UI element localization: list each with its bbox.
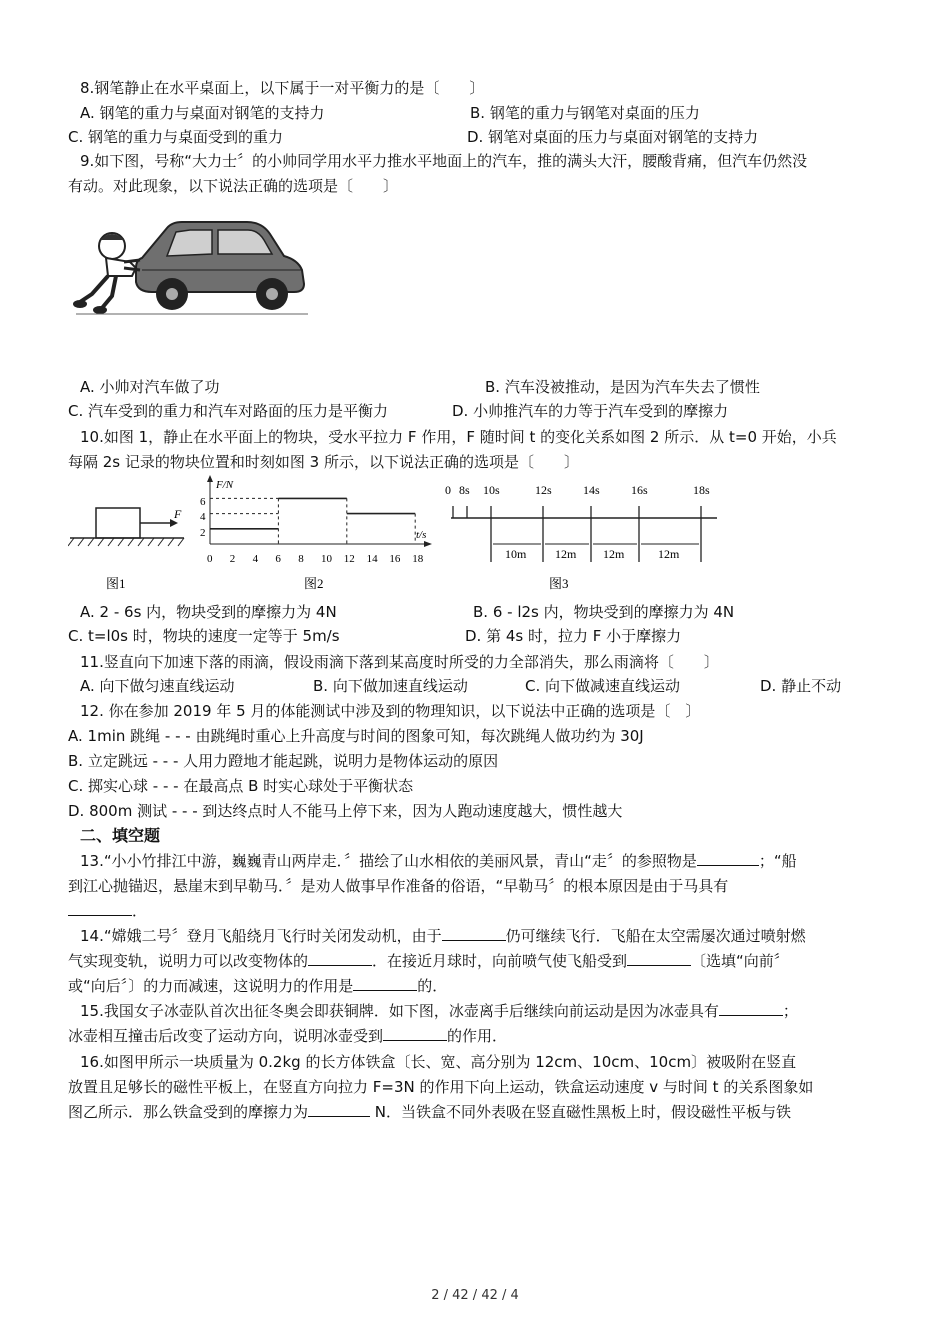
q14-text: 14.“嫦娥二号〞登月飞船绕月飞行时关闭发动机，由于 <box>80 927 442 945</box>
fig3-time-label: 14s <box>583 483 600 497</box>
q15-text: 的作用． <box>447 1027 508 1045</box>
fig3-time-label: 16s <box>631 483 648 497</box>
fig1-force-label: F <box>174 507 182 521</box>
q12-option-c: C. 掷实心球 - - - 在最高点 B 时实心球处于平衡状态 <box>68 777 414 795</box>
q14-text: 仍可继续飞行．飞船在太空需屡次通过喷射燃 <box>505 927 806 945</box>
q10-stem-line2: 每隔 2s 记录的物块位置和时刻如图 3 所示，以下说法正确的选项是〔 〕 <box>68 453 579 471</box>
q16-line3 <box>68 1102 791 1122</box>
section-heading: 二、填空题 <box>80 826 161 845</box>
q12-option-b: B. 立定跳远 - - - 人用力蹬地才能起跳，说明力是物体运动的原因 <box>68 752 499 770</box>
q8-option-b: B. 钢笔的重力与钢笔对桌面的压力 <box>470 104 700 122</box>
fig2-xtick: 14 <box>366 553 378 565</box>
q14-text: ．在接近月球时，向前喷气使飞船受到 <box>372 952 628 970</box>
q11-stem: 11.竖直向下加速下落的雨滴，假设雨滴下落到某高度时所受的力全部消失，那么雨滴将〔 〕 <box>80 653 719 671</box>
fig2-xtick: 16 <box>389 553 401 565</box>
fig2-ytick: 6 <box>200 496 206 508</box>
fig3-caption: 图3 <box>549 576 569 591</box>
fig1-block <box>96 508 140 538</box>
q16-line2: 放置且足够长的磁性平板上，在竖直方向拉力 F=3N 的作用下向上运动，铁盒运动速度 v 与时间 t 的关系图象如 <box>68 1078 814 1096</box>
q14-blank-3[interactable] <box>627 951 691 966</box>
q10-option-c: C. t=l0s 时，物块的速度一定等于 5m/s <box>68 627 340 645</box>
q9-option-c: C. 汽车受到的重力和汽车对路面的压力是平衡力 <box>68 402 389 420</box>
q14-text: 的． <box>417 977 448 995</box>
q15-text: 15.我国女子冰壶队首次出征冬奥会即获铜牌．如下图，冰壶离手后继续向前运动是因为冰壶具有 <box>80 1002 719 1020</box>
fig1-caption: 图1 <box>106 576 126 591</box>
q8-stem: 8.钢笔静止在水平桌面上，以下属于一对平衡力的是〔 〕 <box>80 79 485 97</box>
fig2-x-label: t/s <box>416 529 427 541</box>
q13-line1 <box>80 851 797 871</box>
q13-text: ；“船 <box>758 852 797 870</box>
q9-stem-line1: 9.如下图，号称“大力士〞的小帅同学用水平力推水平地面上的汽车，推的满头大汗，腰酸背痛，但汽车仍然没 <box>80 152 808 170</box>
q14-blank-1[interactable] <box>442 926 506 941</box>
q11-option-a: A. 向下做匀速直线运动 <box>80 677 235 695</box>
q11-option-b: B. 向下做加速直线运动 <box>313 677 468 695</box>
q14-line3 <box>68 976 447 996</box>
q10-option-a: A. 2 - 6s 内，物块受到的摩擦力为 4N <box>80 603 337 621</box>
q13-text: 13.“小小竹排江中游，巍巍青山两岸走．〞描绘了山水相依的美丽风景，青山“走〞的参照物是 <box>80 852 697 870</box>
fig2-xtick: 8 <box>298 553 304 565</box>
q13-blank-1[interactable] <box>697 851 759 866</box>
q15-line1 <box>80 1001 798 1021</box>
fig3-distance-label: 12m <box>555 547 577 561</box>
q14-line1 <box>80 926 806 946</box>
fig2-ytick: 2 <box>200 527 206 539</box>
q16-line1: 16.如图甲所示一块质量为 0.2kg 的长方体铁盒〔长、宽、高分别为 12cm、10cm、10cm〕被吸附在竖直 <box>80 1053 797 1071</box>
fig2-y-label: F/N <box>216 479 234 491</box>
fig2-xtick: 10 <box>321 553 332 565</box>
q14-blank-4[interactable] <box>353 976 417 991</box>
q14-blank-2[interactable] <box>308 951 372 966</box>
q15-text: ； <box>782 1002 798 1020</box>
page-footer: 2 / 42 / 42 / 4 <box>431 1288 519 1303</box>
fig2-xtick: 12 <box>343 553 355 565</box>
q16-text: 图乙所示．那么铁盒受到的摩擦力为 <box>68 1103 309 1121</box>
q15-line2 <box>68 1026 507 1046</box>
fig3-time-label: 0 <box>445 483 451 497</box>
fig3-distance-label: 10m <box>505 547 527 561</box>
q13-line2: 到江心抛锚迟，悬崖末到早勒马．〞是劝人做事早作准备的俗语，“早勒马〞的根本原因是由于马具有 <box>68 877 729 895</box>
fig3-time-label: 12s <box>535 483 552 497</box>
q11-option-c: C. 向下做减速直线运动 <box>525 677 681 695</box>
fig3-time-label: 8s <box>459 483 470 497</box>
fig2-xtick: 0 <box>207 553 213 565</box>
q12-option-d: D. 800m 测试 - - - 到达终点时人不能马上停下来，因为人跑动速度越大，惯性越大 <box>68 802 623 820</box>
fig2-xtick: 18 <box>412 553 424 565</box>
fig2-xtick: 6 <box>275 553 281 565</box>
fig2-caption: 图2 <box>304 576 324 591</box>
q10-option-b: B. 6 - l2s 内，物块受到的摩擦力为 4N <box>473 603 735 621</box>
q16-blank-1[interactable] <box>308 1102 370 1117</box>
q10-figure-3 <box>445 478 725 596</box>
fig2-xtick: 2 <box>229 553 236 565</box>
fig2-ytick: 4 <box>200 511 206 523</box>
q10-option-d: D. 第 4s 时，拉力 F 小于摩擦力 <box>465 627 682 645</box>
q10-figure-1 <box>68 500 198 595</box>
q16-text: N．当铁盒不同外表吸在竖直磁性黑板上时，假设磁性平板与铁 <box>370 1103 792 1121</box>
q14-line2 <box>68 951 789 971</box>
fig3-time-label: 10s <box>483 483 500 497</box>
q9-boy-pushing-car-illustration <box>72 210 312 325</box>
q15-text: 冰壶相互撞击后改变了运动方向，说明冰壶受到 <box>68 1027 384 1045</box>
q8-option-d: D. 钢笔对桌面的压力与桌面对钢笔的支持力 <box>467 128 759 146</box>
q14-text: 或“向后〞〕的力而减速，这说明力的作用是 <box>68 977 354 995</box>
fig3-distance-label: 12m <box>603 547 625 561</box>
q10-figure-2 <box>196 474 441 596</box>
q12-option-a: A. 1min 跳绳 - - - 由跳绳时重心上升高度与时间的图象可知，每次跳绳人做功约为 30J <box>68 727 644 745</box>
fig3-time-label: 18s <box>693 483 710 497</box>
q9-option-d: D. 小帅推汽车的力等于汽车受到的摩擦力 <box>452 402 729 420</box>
q15-blank-1[interactable] <box>719 1001 783 1016</box>
q12-stem: 12. 你在参加 2019 年 5 月的体能测试中涉及到的物理知识，以下说法中正确的选项是〔 〕 <box>80 702 701 720</box>
q13-line3 <box>68 901 147 921</box>
q10-stem-line1: 10.如图 1，静止在水平面上的物块，受水平拉力 F 作用，F 随时间 t 的变化关系如图 2 所示．从 t=0 开始，小兵 <box>80 428 837 446</box>
q13-blank-2[interactable] <box>68 901 132 916</box>
q8-option-c: C. 钢笔的重力与桌面受到的重力 <box>68 128 284 146</box>
q11-option-d: D. 静止不动 <box>760 677 842 695</box>
q9-option-a: A. 小帅对汽车做了功 <box>80 378 220 396</box>
q14-text: 气实现变轨，说明力可以改变物体的 <box>68 952 309 970</box>
fig2-xtick: 4 <box>252 553 259 565</box>
q9-option-b: B. 汽车没被推动，是因为汽车失去了惯性 <box>485 378 760 396</box>
q8-option-a: A. 钢笔的重力与桌面对钢笔的支持力 <box>80 104 325 122</box>
fig3-distance-label: 12m <box>658 547 680 561</box>
q13-text: ． <box>132 902 148 920</box>
q9-stem-line2: 有动。对此现象，以下说法正确的选项是〔 〕 <box>68 177 399 195</box>
q15-blank-2[interactable] <box>383 1026 447 1041</box>
q14-text: 〔选填“向前〞 <box>691 952 789 970</box>
